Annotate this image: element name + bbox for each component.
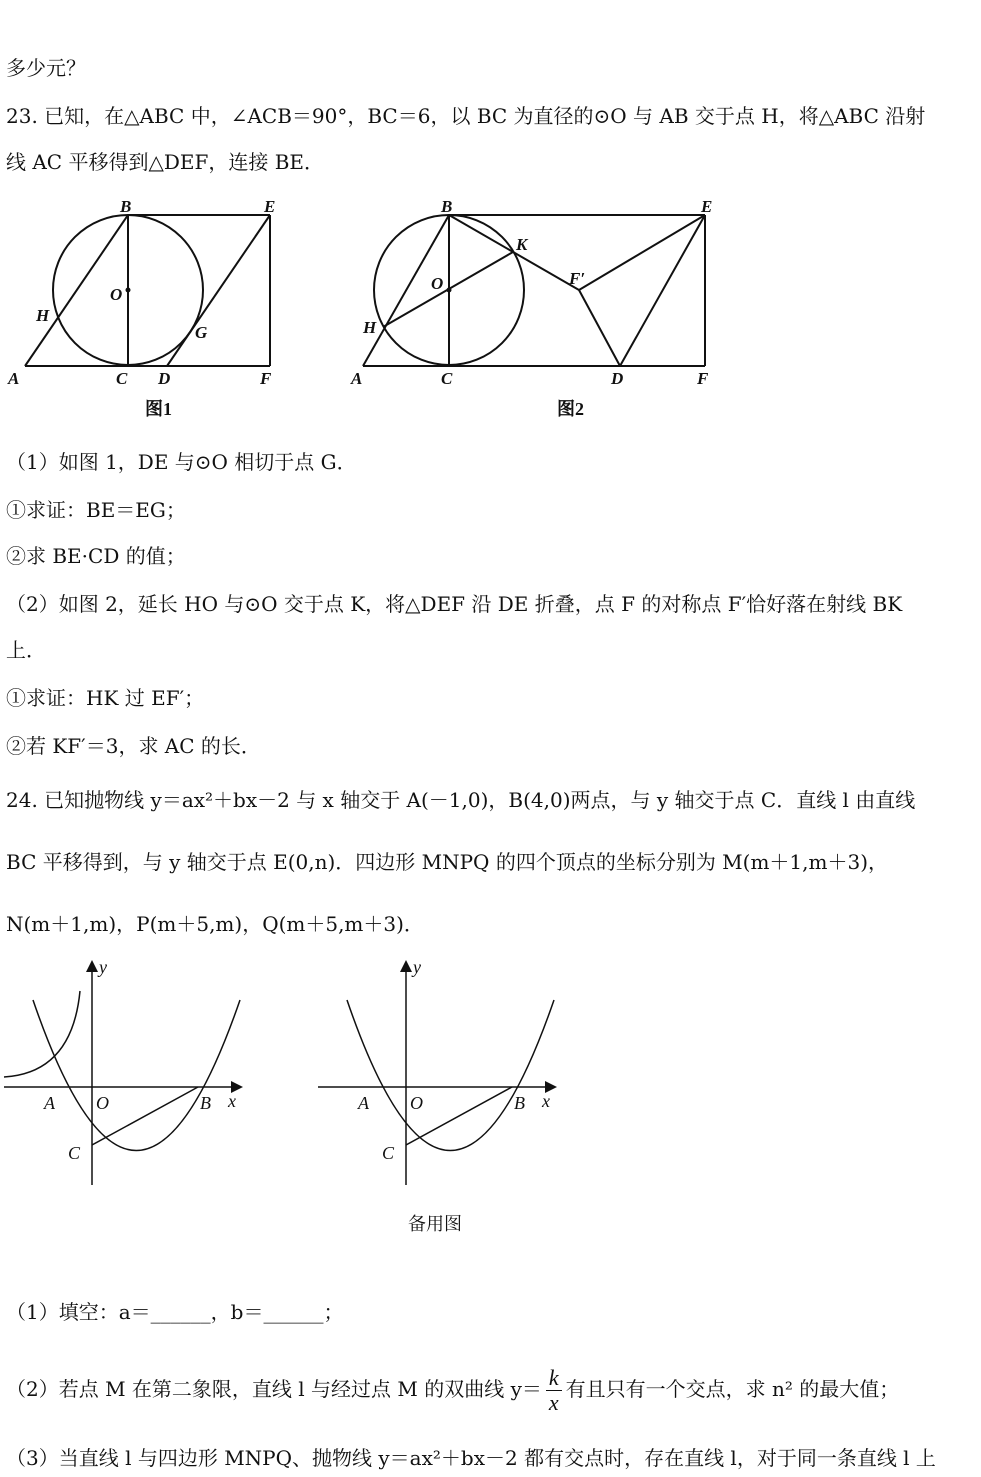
label-o: O <box>431 274 444 293</box>
label-k: K <box>516 235 528 254</box>
origin-label: O <box>96 1093 109 1113</box>
axis-y-label: y <box>99 957 107 977</box>
text-segment: （2）若点 M 在第二象限，直线 l 与经过点 M 的双曲线 y＝ <box>6 1377 542 1401</box>
label-b: B <box>120 197 132 216</box>
figure-1 <box>0 190 300 425</box>
text-line: 多少元？ <box>6 56 86 80</box>
text-line: ①求证：HK 过 EF′； <box>6 686 205 710</box>
text-line: （2）如图 2，延长 HO 与⊙O 交于点 K，将△DEF 沿 DE 折叠，点 F 的对称点 F′恰好落在射线 BK <box>6 592 903 616</box>
fraction-denominator: x <box>548 1390 559 1415</box>
text-line: （3）当直线 l 与四边形 MNPQ、抛物线 y＝ax²＋bx－2 都有交点时，存在直线 l，对于同一条直线 l 上 <box>6 1446 936 1470</box>
label-a: A <box>8 369 20 388</box>
text-line: ①求证：BE＝EG； <box>6 498 186 522</box>
label-h: H <box>363 318 377 337</box>
spare-figure-caption: 备用图 <box>408 1214 462 1235</box>
label-c: C <box>441 369 453 388</box>
label-o: O <box>110 285 123 304</box>
problem-23-stem: 23. 已知，在△ABC 中，∠ACB＝90°，BC＝6，以 BC 为直径的⊙O 与 AB 交于点 H，将△ABC 沿射 <box>6 104 926 128</box>
figure-1-caption: 图1 <box>145 399 172 419</box>
label-f: F <box>260 369 272 388</box>
text-line: ②若 KF′＝3，求 AC 的长． <box>6 734 261 758</box>
text-line-with-fraction <box>6 1366 899 1415</box>
graph-1 <box>0 955 260 1190</box>
point-c-label: C <box>382 1143 395 1163</box>
text-line: （1）填空：a＝______，b＝______； <box>6 1300 344 1324</box>
text-line: ②求 BE·CD 的值； <box>6 544 186 568</box>
label-g: G <box>195 323 208 342</box>
label-b: B <box>441 197 453 216</box>
label-c: C <box>116 369 128 388</box>
text-line: 上． <box>6 638 46 662</box>
figure-2 <box>345 190 725 425</box>
fraction <box>546 1366 562 1415</box>
label-d: D <box>611 369 624 388</box>
text-line: BC 平移得到，与 y 轴交于点 E(0,n)．四边形 MNPQ 的四个顶点的坐标分别为 M(m＋1,m＋3)， <box>6 850 888 874</box>
text-line: （1）如图 1，DE 与⊙O 相切于点 G． <box>6 450 357 474</box>
axis-x-label: x <box>228 1091 236 1111</box>
text-line: N(m＋1,m)，P(m＋5,m)，Q(m＋5,m＋3)． <box>6 912 424 936</box>
point-b-label: B <box>514 1093 525 1113</box>
text-line: 线 AC 平移得到△DEF，连接 BE． <box>6 150 325 174</box>
fraction-numerator: k <box>546 1366 562 1391</box>
label-f-prime: F′ <box>569 269 586 288</box>
graph-2 <box>314 955 574 1190</box>
axis-y-label: y <box>413 957 421 977</box>
point-a-label: A <box>358 1093 369 1113</box>
point-b-label: B <box>200 1093 211 1113</box>
origin-label: O <box>410 1093 423 1113</box>
text-segment: 有且只有一个交点，求 n² 的最大值； <box>565 1377 900 1401</box>
problem-24-stem: 24. 已知抛物线 y＝ax²＋bx－2 与 x 轴交于 A(－1,0)，B(4,0)两点，与 y 轴交于点 C．直线 l 由直线 <box>6 788 916 812</box>
point-c-label: C <box>68 1143 81 1163</box>
label-a: A <box>351 369 363 388</box>
label-f: F <box>697 369 709 388</box>
label-h: H <box>36 306 50 325</box>
figure-2-caption: 图2 <box>557 399 584 419</box>
label-d: D <box>158 369 171 388</box>
label-e: E <box>264 197 276 216</box>
axis-x-label: x <box>542 1091 550 1111</box>
label-e: E <box>701 197 713 216</box>
point-a-label: A <box>44 1093 55 1113</box>
